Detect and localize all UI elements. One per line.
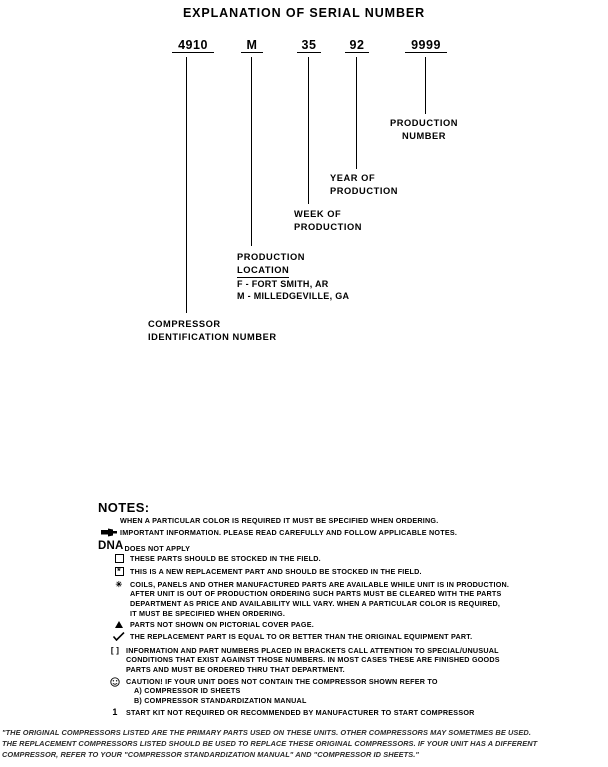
footer-line-3: COMPRESSOR, REFER TO YOUR "COMPRESSOR STANDARDIZATION MANUAL" AND "COMPRESSOR ID SHEETS." — [2, 750, 419, 760]
callout-year-of-production — [330, 172, 398, 197]
callout-year-line2: PRODUCTION — [330, 185, 398, 196]
callout-production-number — [390, 117, 458, 142]
serial-segment-production-location: M — [241, 38, 263, 53]
callout-compressor-line1: COMPRESSOR — [148, 319, 221, 329]
leader-line-compressor-id — [186, 57, 187, 313]
numeral-marker: 1 — [112, 706, 118, 717]
note-text: THE REPLACEMENT PART IS EQUAL TO OR BETTER THAN THE ORIGINAL EQUIPMENT PART. — [130, 632, 473, 642]
note-item — [98, 528, 606, 540]
note-text: IMPORTANT INFORMATION. PLEASE READ CAREFULLY AND FOLLOW APPLICABLE NOTES. — [120, 527, 458, 537]
callout-location-line1: PRODUCTION — [237, 252, 305, 262]
dna-abbreviation-icon — [98, 539, 124, 552]
dna-label: DNA — [98, 539, 124, 552]
callout-week-line1: WEEK OF — [294, 209, 342, 219]
brackets-icon: [ ] — [110, 645, 120, 655]
serial-segment-compressor-id: 4910 — [172, 38, 214, 53]
note-item — [98, 580, 606, 618]
callout-compressor-line2: IDENTIFICATION NUMBER — [148, 331, 277, 342]
callout-location-line4: M - MILLEDGEVILLE, GA — [237, 291, 350, 301]
note-item — [98, 567, 606, 578]
note-item — [98, 516, 606, 526]
note-item — [98, 632, 606, 644]
leader-line-year — [356, 57, 357, 169]
callout-year-line1: YEAR OF — [330, 173, 376, 183]
note-text: PARTS AND MUST BE ORDERED THRU THAT DEPARTMENT. — [126, 665, 345, 675]
note-text: CAUTION! IF YOUR UNIT DOES NOT CONTAIN THE COMPRESSOR SHOWN REFER TO — [126, 676, 438, 686]
footer-line-2: THE REPLACEMENT COMPRESSORS LISTED SHOULD BE USED TO REPLACE THESE ORIGINAL COMPRESSORS. IF YOUR UNIT HAS A DIFFERENT — [2, 739, 538, 749]
callout-production-number-line1: PRODUCTION — [390, 118, 458, 128]
callout-production-location — [237, 251, 349, 303]
callout-week-of-production — [294, 208, 362, 233]
note-text: A) COMPRESSOR ID SHEETS — [134, 686, 241, 696]
check-icon — [108, 632, 130, 644]
note-text: WHEN A PARTICULAR COLOR IS REQUIRED IT MUST BE SPECIFIED WHEN ORDERING. — [120, 516, 439, 525]
serial-segment-production-number: 9999 — [405, 38, 447, 53]
note-text: INFORMATION AND PART NUMBERS PLACED IN BRACKETS CALL ATTENTION TO SPECIAL/UNUSUAL — [126, 645, 499, 655]
note-text: DOES NOT APPLY — [124, 543, 191, 553]
note-text: THIS IS A NEW REPLACEMENT PART AND SHOULD BE STOCKED IN THE FIELD. — [130, 566, 422, 576]
footer-note — [2, 727, 608, 761]
caution-face-icon — [104, 677, 126, 690]
note-text: IT MUST BE SPECIFIED WHEN ORDERING. — [130, 608, 286, 618]
boxed-star-icon: * — [108, 567, 130, 578]
note-text: CONDITIONS THAT EXIST AGAINST THOSE NUMBERS. IN MOST CASES THESE ARE FINISHED GOODS — [126, 655, 500, 665]
leader-line-week — [308, 57, 309, 204]
note-text: B) COMPRESSOR STANDARDIZATION MANUAL — [134, 696, 307, 705]
callout-location-line3: F - FORT SMITH, AR — [237, 278, 329, 289]
callout-location-line2: LOCATION — [237, 264, 289, 278]
note-item — [98, 646, 606, 675]
leader-line-production-location — [251, 57, 252, 246]
footer-line-1: "THE ORIGINAL COMPRESSORS LISTED ARE THE PRIMARY PARTS USED ON THESE UNITS. OTHER COMPRESSORS MAY SOMETIMES BE USED. — [2, 728, 531, 737]
note-text: AFTER UNIT IS OUT OF PRODUCTION ORDERING SUCH PARTS MUST BE CLEARED WITH THE PARTS — [130, 589, 502, 599]
empty-square-icon — [108, 554, 130, 565]
callout-compressor-id — [148, 318, 277, 343]
note-item — [98, 708, 606, 718]
serial-segment-year: 92 — [345, 38, 369, 53]
note-text: PARTS NOT SHOWN ON PICTORIAL COVER PAGE. — [130, 620, 314, 630]
filled-triangle-icon — [108, 620, 130, 630]
note-item — [98, 554, 606, 565]
note-text: THESE PARTS SHOULD BE STOCKED IN THE FIELD. — [130, 554, 321, 564]
page-title: EXPLANATION OF SERIAL NUMBER — [182, 6, 426, 20]
note-text: START KIT NOT REQUIRED OR RECOMMENDED BY MANUFACTURER TO START COMPRESSOR — [126, 707, 475, 717]
serial-segment-week: 35 — [297, 38, 321, 53]
note-item — [98, 677, 606, 706]
note-item — [98, 620, 606, 630]
note-text: COILS, PANELS AND OTHER MANUFACTURED PARTS ARE AVAILABLE WHILE UNIT IS IN PRODUCTION. — [130, 579, 510, 589]
note-item — [98, 539, 606, 554]
star-icon: ✳ — [115, 579, 123, 589]
note-text: DEPARTMENT AS PRICE AND AVAILABILITY WILL VARY. WHEN A PARTICULAR COLOR IS REQUIRED, — [130, 598, 501, 608]
callout-production-number-line2: NUMBER — [401, 130, 447, 141]
leader-line-production-number — [425, 57, 426, 114]
callout-week-line2: PRODUCTION — [294, 221, 362, 232]
notes-heading: NOTES: — [98, 500, 150, 515]
pointing-hand-icon — [98, 528, 120, 540]
notes-list — [98, 516, 606, 720]
